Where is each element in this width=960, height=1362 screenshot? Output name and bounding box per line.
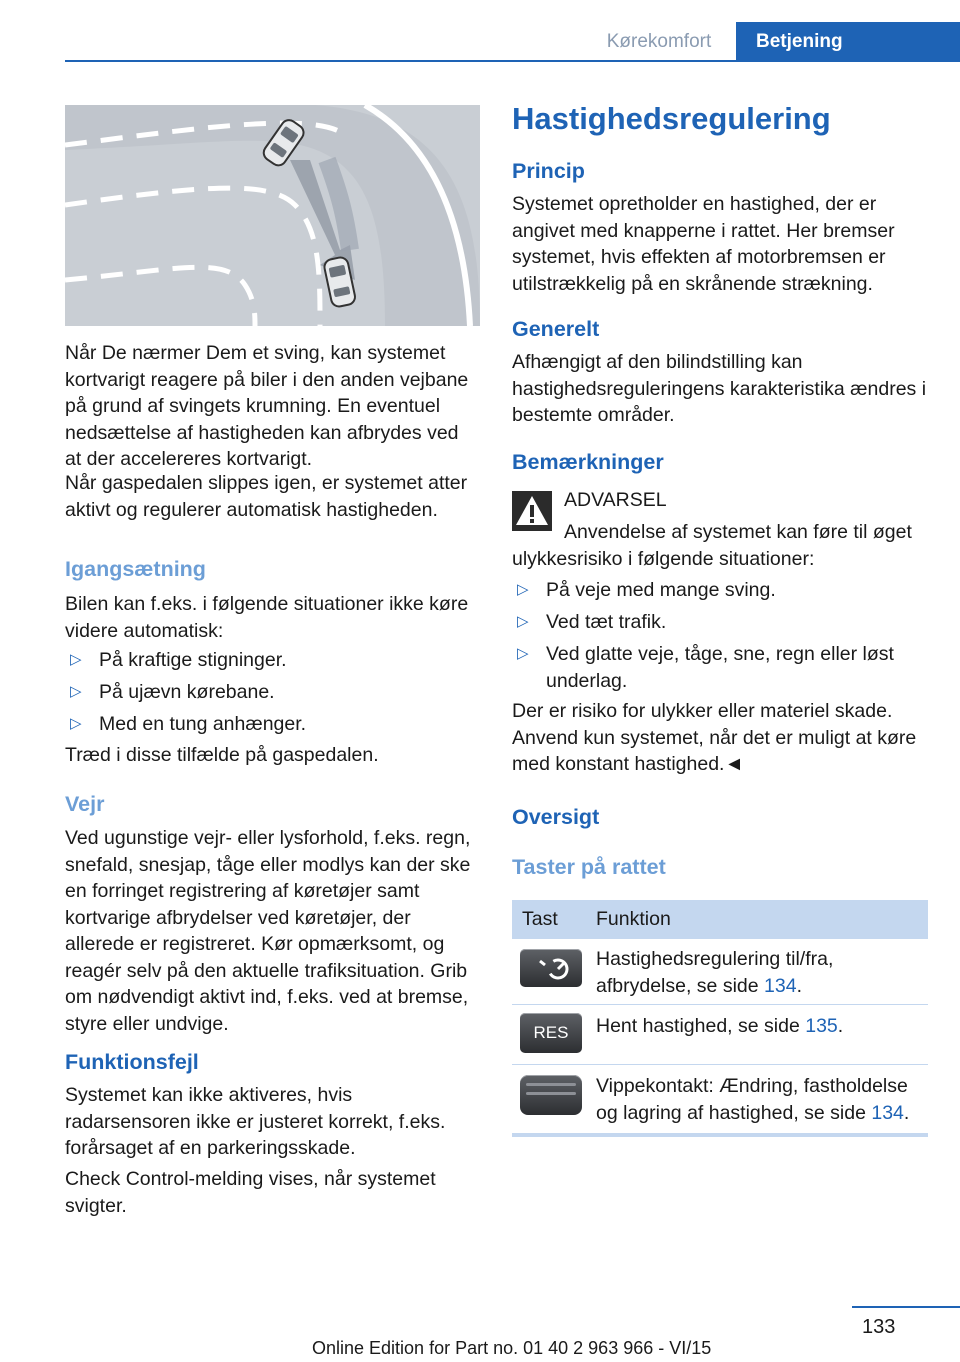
principle-paragraph: Systemet opretholder en hastighed, der er angivet med knapperne i rattet. Her bremser systemet, hvis effekten af motorbremsen er utilstrækkelig på en skrånende strækning. [512, 193, 895, 295]
triangle-bullet-icon: ▷ [517, 613, 529, 630]
table-row [512, 1005, 928, 1065]
curve-illustration [65, 105, 480, 326]
row-text: Vippekontakt: Ændring, fastholdelse og lagring af hastighed, se side 134. [596, 1075, 910, 1124]
weather-heading: Vejr [65, 792, 105, 816]
header-section-tab: Kørekomfort [606, 31, 712, 52]
principle-heading: Princip [512, 159, 585, 183]
start-intro: Bilen kan f.eks. i følgende situationer ikke køre videre automatisk: [65, 593, 469, 642]
keys-table [512, 900, 928, 1137]
edition-footer: Online Edition for Part no. 01 40 2 963 966 - VI/15 [312, 1338, 712, 1358]
list-item: ▷ Ved tæt trafik. [512, 609, 928, 636]
warning-label: ADVARSEL [564, 489, 667, 511]
page-title: Hastighedsregulering [512, 101, 831, 136]
fault-heading: Funktionsfejl [65, 1050, 199, 1074]
triangle-bullet-icon: ▷ [70, 683, 82, 700]
header-chapter-tab: Betjening [736, 22, 960, 62]
list-item: ▷ Ved glatte veje, tåge, sne, regn eller løst underlag. [517, 643, 894, 692]
list-item: ▷ Med en tung anhænger. [65, 711, 480, 738]
column-header-function: Funktion [596, 908, 671, 930]
page-number: 133 [862, 1316, 896, 1338]
list-item: ▷ På veje med mange sving. [512, 577, 928, 604]
fault-paragraph: Systemet kan ikke aktiveres, hvis radarsensoren ikke er justeret korrekt, f.eks. forårsaget af en parkeringsskade. [65, 1084, 446, 1159]
weather-paragraph: Ved ugunstige vejr- eller lysforhold, f.eks. regn, snefald, snesjap, tåge eller modlys kan der ske en forringet registrering af køretøjer samt kortvarige afbrydelser ved køretøjer, der allerede er registreret. Kør opmærksomt, og reagér selv på den aktuelle trafiksituation. Grib om nødvendigt aktivt ind, f.eks. ved at bremse, styre eller undvige. [65, 827, 471, 1035]
rocker-switch-icon [520, 1075, 582, 1115]
res-key-icon [520, 1013, 582, 1053]
page-link[interactable]: 134 [764, 974, 797, 997]
table-row [512, 1065, 928, 1133]
list-item: ▷ På ujævn kørebane. [65, 679, 480, 706]
table-header [512, 900, 928, 939]
page-link[interactable]: 135 [805, 1015, 838, 1037]
notes-heading: Bemærkninger [512, 450, 664, 474]
cruise-control-icon [520, 949, 582, 987]
list-item: ▷ På kraftige stigninger. [65, 647, 480, 674]
row-text: Hent hastighed, se side 135. [596, 1015, 844, 1037]
page-link[interactable]: 134 [871, 1101, 904, 1124]
check-control-paragraph: Check Control-melding vises, når systemet svigter. [65, 1168, 436, 1217]
triangle-bullet-icon: ▷ [517, 645, 529, 662]
curve-paragraph: Når De nærmer Dem et sving, kan systemet kortvarigt reagere på biler i den anden vejbane på grund af svingets krumning. En eventuel nedsættelse af hastigheden kan afbrydes ved at der accelereres kortvarigt. [65, 342, 469, 470]
start-outro: Træd i disse tilfælde på gaspedalen. [65, 744, 379, 766]
res-key-label: RES [533, 1023, 569, 1042]
warning-outro: Der er risiko for ulykker eller materiel skade. Anvend kun systemet, når det er muligt at køre med konstant hastighed.◄ [512, 700, 917, 775]
table-bottom-rule [512, 1133, 928, 1137]
warning-text: Anvendelse af systemet kan føre til øget ulykkesrisiko i følgende situationer: [512, 521, 912, 570]
triangle-bullet-icon: ▷ [70, 715, 82, 732]
overview-heading: Oversigt [512, 805, 600, 829]
start-list [65, 647, 480, 738]
general-paragraph: Afhængigt af den bilindstilling kan hastighedsreguleringens karakteristika ændres i bestemte områder. [512, 351, 927, 426]
footer-rule [852, 1306, 960, 1308]
accelerator-paragraph: Når gaspedalen slippes igen, er systemet atter aktivt og regulerer automatisk hastigheden. [65, 472, 468, 521]
header-rule [65, 60, 960, 62]
steering-keys-heading: Taster på rattet [512, 855, 666, 879]
general-heading: Generelt [512, 317, 600, 341]
column-header-key: Tast [522, 908, 558, 930]
triangle-bullet-icon: ▷ [517, 581, 529, 598]
start-heading: Igangsætning [65, 557, 206, 581]
row-text: Hastighedsregulering til/fra, afbrydelse, se side 134. [596, 948, 834, 997]
triangle-bullet-icon: ▷ [70, 651, 82, 668]
table-row [512, 939, 928, 1005]
warning-list [512, 577, 928, 694]
